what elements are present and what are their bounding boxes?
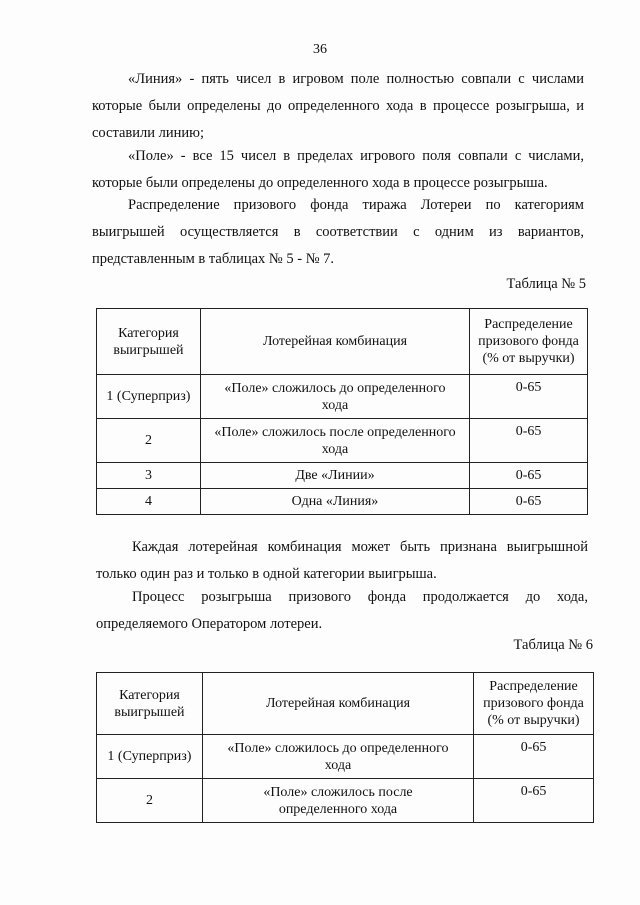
header-text: (% от выручки) — [482, 351, 575, 366]
cell-percent: 0-65 — [470, 489, 588, 515]
paragraph-line-definition — [92, 66, 584, 147]
cell-combination: Одна «Линия» — [200, 489, 469, 515]
cell-percent: 0-65 — [474, 779, 594, 823]
cell-combination: Две «Линии» — [200, 463, 469, 489]
text-line: «Поле» - все 15 чисел в пределах игрового поля совпали с числами, — [128, 148, 584, 164]
cell-text: хода — [321, 441, 349, 457]
table-row — [97, 779, 594, 823]
cell-category: 2 — [97, 419, 201, 463]
cell-percent: 0-65 — [470, 463, 588, 489]
cell-category: 4 — [97, 489, 201, 515]
header-distribution — [470, 309, 588, 375]
table-header-row — [97, 309, 588, 375]
cell-text: хода — [321, 397, 349, 413]
cell-combination — [200, 375, 469, 419]
text-line: только один раз и только в одной категории выигрыша. — [96, 566, 437, 582]
header-combination: Лотерейная комбинация — [202, 673, 473, 735]
header-text: (% от выручки) — [487, 713, 580, 728]
header-text: Категория — [118, 325, 179, 341]
table-row — [97, 489, 588, 515]
cell-text: «Поле» сложилось после определенного — [214, 424, 456, 440]
table-header-row — [97, 673, 594, 735]
cell-combination — [202, 735, 473, 779]
paragraph-field-definition — [92, 143, 584, 197]
table6-caption: Таблица № 6 — [513, 637, 593, 653]
text-line: представленным в таблицах № 5 - № 7. — [92, 251, 335, 267]
table6 — [96, 672, 594, 823]
cell-text: «Поле» сложилось после — [263, 784, 413, 800]
page-number: 36 — [313, 42, 327, 57]
cell-percent: 0-65 — [470, 375, 588, 419]
header-combination: Лотерейная комбинация — [200, 309, 469, 375]
paragraph-distribution — [92, 192, 584, 273]
text-line: выигрышей осуществляется в соответствии с одним из вариантов, — [92, 224, 584, 240]
paragraph-process — [96, 584, 588, 638]
cell-text: хода — [324, 757, 352, 773]
header-text: призового фонда — [478, 334, 579, 349]
header-category — [97, 309, 201, 375]
header-text: выигрышей — [113, 342, 184, 358]
header-text: призового фонда — [483, 696, 584, 711]
cell-text: «Поле» сложилось до определенного — [227, 740, 449, 756]
text-line: Каждая лотерейная комбинация может быть признана выигрышной — [132, 539, 588, 555]
text-line: определяемого Оператором лотереи. — [96, 616, 323, 632]
table-row — [97, 375, 588, 419]
header-text: выигрышей — [114, 704, 185, 720]
cell-category: 3 — [97, 463, 201, 489]
cell-combination — [202, 779, 473, 823]
header-text: Категория — [119, 687, 180, 703]
header-text: Распределение — [484, 317, 573, 332]
text-line: «Линия» - пять чисел в игровом поле полностью совпали с числами — [128, 71, 584, 87]
text-line: которые были определены до определенного хода в процессе розыгрыша, и — [92, 98, 584, 114]
text-line: Процесс розыгрыша призового фонда продолжается до хода, — [132, 589, 588, 605]
cell-percent: 0-65 — [474, 735, 594, 779]
header-text: Распределение — [489, 679, 578, 694]
header-distribution — [474, 673, 594, 735]
table-row — [97, 419, 588, 463]
text-line: которые были определены до определенного хода в процессе розыгрыша. — [92, 175, 548, 191]
cell-text: определенного хода — [278, 801, 398, 817]
paragraph-single-win — [96, 534, 588, 588]
text-line: составили линию; — [92, 125, 205, 141]
cell-category: 1 (Суперприз) — [97, 375, 201, 419]
table-row — [97, 735, 594, 779]
text-line: Распределение призового фонда тиража Лотереи по категориям — [128, 197, 584, 213]
cell-percent: 0-65 — [470, 419, 588, 463]
table-row — [97, 463, 588, 489]
header-category — [97, 673, 203, 735]
table5 — [96, 308, 588, 515]
cell-category: 2 — [97, 779, 203, 823]
cell-combination — [200, 419, 469, 463]
cell-category: 1 (Суперприз) — [97, 735, 203, 779]
table5-caption: Таблица № 5 — [506, 276, 586, 292]
cell-text: «Поле» сложилось до определенного — [224, 380, 446, 396]
